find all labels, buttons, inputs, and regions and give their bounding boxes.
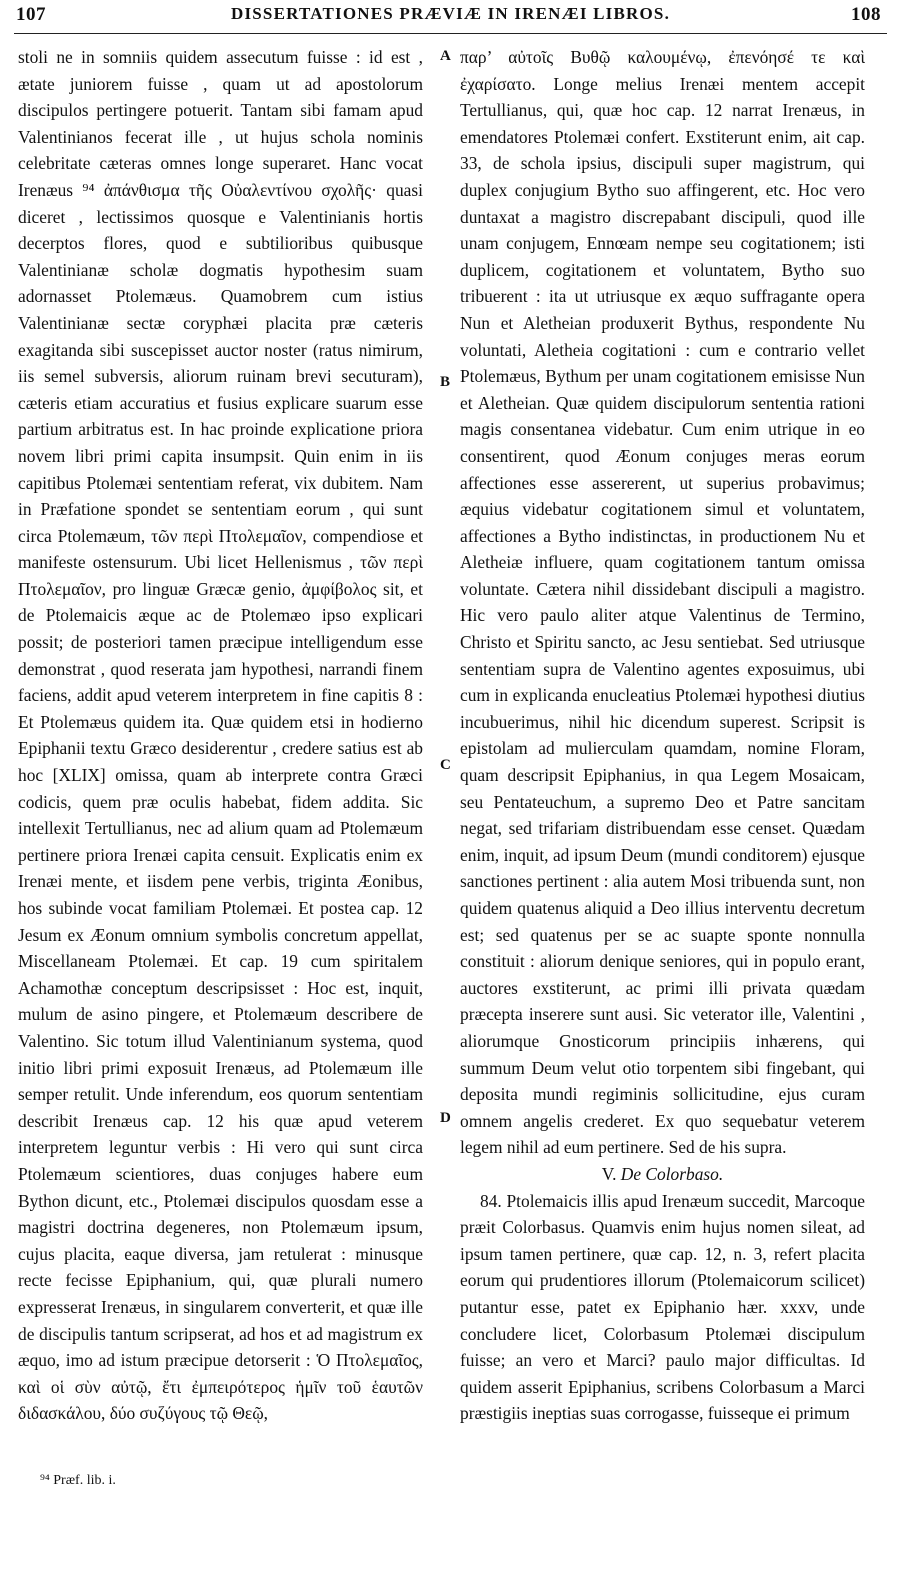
margin-letter-b: B	[440, 374, 451, 390]
margin-letter-a: A	[440, 48, 451, 64]
section-number: V.	[601, 1163, 617, 1184]
left-column-text: stoli ne in somniis quidem assecutum fuisse : id est , ætate juniorem fuisse , quam ut ad apostolorum discipulos pertingere potuerit. Tantam sibi famam apud Valentinianos fecerat ille , ut hujus schola nominis celebritate cæteras omnes longe superaret. Hanc vocat Irenæus ⁹⁴ ἀπάνθισμα τῆς Οὐαλεντίνου σχολῆς· quasi diceret , lectissimos quosque e Valentinianis hortis decerptos flores, quod e subtilioribus quibusque Valentinianæ scholæ dogmatis hypothesim suam adornasset Ptolemæus. Quamobrem cum istius Valentinianæ sectæ coryphæi placita præ cæteris exagitanda sibi suscepisset auctor noster (ratus nimirum, iis semel subversis, aliorum ruinam brevi secuturam), cæteris etiam accuratius et fusius explicare suarum esse partium arbitratus est. In hac proinde explicatione priora novem libri primi capita insumpsit. Quin enim in iis capitibus Ptolemæi sententiam referat, vix dubitem. Nam in Præfatione spondet se sententiam eorum , qui sunt circa Ptolemæum, τῶν περὶ Πτολεμαῖον, compendiose et manifeste ostensurum. Ubi licet Hellenismus , τῶν περὶ Πτολεμαῖον, pro linguæ Græcæ genio, ἀμφίβολος sit, et de Ptolemaicis æque ac de Ptolemæo ipso explicari possit; de posteriori tamen præcipue intelligendum esse demonstrat , quod reserata jam hypothesi, narrandi finem faciens, addit apud veterem interpretem in fine capitis 8 : Et Ptolemæus quidem ita. Quæ quidem etsi in hodierno Epiphanii textu Græco desiderentur , credere satius est ab hoc [XLIX] omissa, quam ab interprete contra Græci codicis, quem præ oculis habebat, fidem addita. Sic intellexit Tertullianus, nec ad alium quam ad Ptolemæum pertinere priora Irenæi capita censuit. Explicatis enim ex Irenæi mente, et iisdem pene verbis, triginta Æonibus, hos subinde vocat familiam Ptolemæi. Et postea cap. 12 Jesum ex Æonum omnium symbolis concretum appellat, Miscellaneam Ptolemæi. Et cap. 19 cum spiritalem Achamothæ conceptum descripsisset : Hoc est, inquit, mulum de asino pingere, et Ptolemæum describere de Valentino. Sic totum illud Valentinianum systema, quod initio libri primi exposuit Irenæus, ad Ptolemæum ille semper retulit. Unde inferendum, eos quorum sententiam describit Irenæus cap. 12 his quæ apud veterem interpretem leguntur verbis : Hi vero qui sunt circa Ptolemæum scientiores, duas conjuges habere eum Bython dicunt, etc., Ptolemæi discipulos quosdam esse a magistri doctrina degeneres, non Ptolemæum ipsum, cujus placita, eaque diversa, jam retulerat : minusque recte fecisse Epiphanium, qui, quæ plurali numero expresserat Irenæus, in singularem converterit, et quæ ille de discipulis tantum scripserat, ad hos et ad magistrum ex æquo, imo ad istum præcipue detorserit : Ὁ Πτολεμαῖος, καὶ οἱ σὺν αὐτῷ, ἔτι ἐμπειρότερος ἡμῖν τοῦ ἑαυτῶν διδασκάλου, δύο συζύγους τῷ Θεῷ,	[18, 47, 423, 1424]
running-header	[0, 0, 901, 36]
header-rule	[14, 33, 887, 34]
page-number-left: 107	[16, 4, 46, 25]
right-column-text: παρ’ αὐτοῖς Βυθῷ καλουμένῳ, ἐπενόησέ τε καὶ ἐχαρίσατο. Longe melius Irenæi mentem accepit Tertullianus, qui, quæ hoc cap. 12 narrat Irenæus, in emendatores Ptolemæi confert. Exstiterunt enim, ait cap. 33, de schola ipsius, discipuli super magistrum, qui duplex conjugium Bytho suo affingerent, etc. Hoc vero duntaxat a magistro discrepabant discipuli, quod ille unam conjugem, Ennœam nempe seu cogitationem; isti duplicem, cogitationem et voluntatem, Bytho suo tribuerent : ita ut utriusque ex æquo suffragante opera Nun et Aletheian produxerit Bythus, respondente Nu voluntati, Aletheia cogitationi : cum e contrario vellet Ptolemæus, Bythum per unam cogitationem emisisse Nun et Aletheian. Quæ quidem discipulorum sententia rationi magis consentanea videbatur. Cum enim utrique in eo consentirent, quod Æonum conjuges meras eorum affectiones esse assererent, ut superius probavimus; æquius videbatur cogitationem simul et voluntatem, affectiones a Bytho indistinctas, in productionem Nu et Aletheiæ influere, quam cogitationem tantum omissa voluntate. Cætera nihil dissidebant discipuli a magistro. Hic vero paulo aliter atque Valentinus de Termino, Christo et Spiritu sancto, ac Jesu sentiebat. Sed utriusque sententiam supra de Valentino agentes exposuimus, ubi cum in explicanda enucleatius Ptolemæi hypothesi diutius incubuerimus, nihil hic dicendum superest. Scripsit is epistolam ad mulierculam quamdam, nomine Floram, quam descripsit Epiphanius, in qua Legem Mosaicam, seu Pentateuchum, a supremo Deo et Patre sancitam negat, sed trifariam distribuendam esse censet. Quædam enim, inquit, ad ipsum Deum (mundi conditorem) ejusque sanctiones pertinent : alia autem Mosi tribuenda sunt, non quidem quatenus aliquid a Deo illius interventu decretum est; sed quatenus per se ac suapte sponte nonnulla constituit : aliorum denique seniores, qui in populo erant, auctores exstiterunt, ac primi illi privata quædam præcepta inserere sunt ausi. Sic veterator ille, Valentini , aliorumque Gnosticorum principiis inhærens, qui summum Deum velut otio torpentem sibi fingebant, qui deposita mundi regiminis sollicitudine, ejus curam omnem angelis crederet. Ex quo sequebatur veterem legem nihil ad eum pertinere. Sed de his supra.	[460, 47, 865, 1158]
margin-letter-d: D	[440, 1110, 451, 1126]
section-heading	[460, 1161, 865, 1188]
right-column-paragraph-84: 84. Ptolemaicis illis apud Irenæum succedit, Marcoque præit Colorbasus. Quamvis enim hujus nomen sileat, ad ipsum tamen pertinere, quæ cap. 12, n. 3, refert placita eorum qui prudentiores illorum (Ptolemaicorum scilicet) putantur esse, patet ex Epiphanio hær. xxxv, unde concludere licet, Colorbasum Ptolemæi discipulum fuisse; an vero et Marci? paulo major difficultas. Id quidem asserit Epiphanius, scribens Colorbasum a Marci præstigiis ineptias suas corrogasse, fuisseque ei primum	[460, 1190, 865, 1424]
page-number-right: 108	[851, 4, 881, 25]
right-column	[460, 44, 865, 1427]
section-title: De Colorbaso.	[620, 1163, 724, 1184]
margin-letter-c: C	[440, 757, 451, 773]
running-title: DISSERTATIONES PRÆVIÆ IN IRENÆI LIBROS.	[230, 4, 671, 23]
footnote: ⁹⁴ Præf. lib. i.	[40, 1473, 116, 1488]
left-column	[18, 44, 423, 1427]
